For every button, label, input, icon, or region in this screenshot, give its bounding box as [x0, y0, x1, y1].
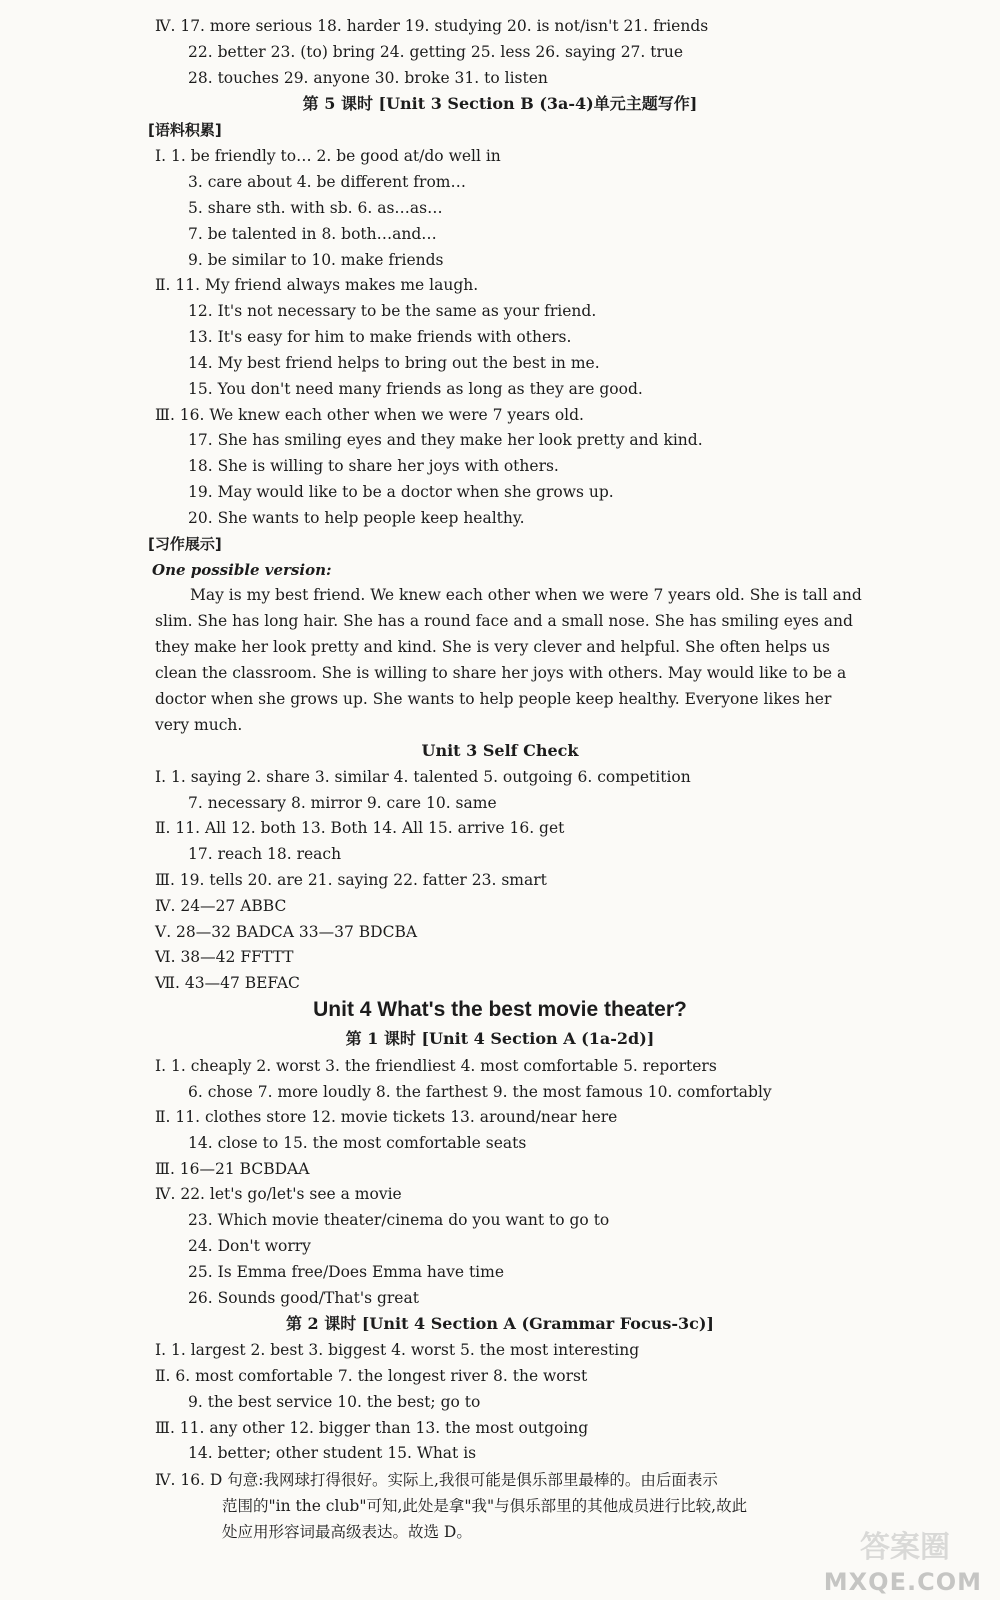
- answer-line: Ⅰ. 1. saying 2. share 3. similar 4. talented 5. outgoing 6. competition: [155, 768, 691, 786]
- watermark-logo: 答案圈: [860, 1530, 950, 1565]
- answer-line: Ⅳ. 17. more serious 18. harder 19. studying 20. is not/isn't 21. friends: [155, 17, 709, 35]
- unit-title: Unit 4 What's the best movie theater?: [313, 998, 687, 1021]
- lesson-heading: 第 5 课时 [Unit 3 Section B (3a-4)单元主题写作]: [302, 94, 698, 113]
- answer-line: 14. close to 15. the most comfortable seats: [188, 1134, 527, 1152]
- answer-line: 6. chose 7. more loudly 8. the farthest 9. the most famous 10. comfortably: [188, 1083, 772, 1101]
- answer-line: Ⅰ. 1. cheaply 2. worst 3. the friendliest 4. most comfortable 5. reporters: [155, 1057, 717, 1075]
- answer-line: 20. She wants to help people keep healthy.: [188, 509, 525, 527]
- answer-line: Ⅴ. 28—32 BADCA 33—37 BDCBA: [155, 923, 418, 941]
- answer-line: Ⅲ. 16—21 BCBDAA: [155, 1160, 310, 1178]
- answer-line: 17. She has smiling eyes and they make her look pretty and kind.: [188, 431, 703, 449]
- answer-line: Ⅲ. 11. any other 12. bigger than 13. the most outgoing: [155, 1419, 589, 1437]
- answer-line: Ⅶ. 43—47 BEFAC: [155, 974, 300, 992]
- answer-line: Ⅱ. 6. most comfortable 7. the longest river 8. the worst: [155, 1367, 588, 1385]
- answer-line: 9. be similar to 10. make friends: [188, 251, 444, 269]
- answer-line: 23. Which movie theater/cinema do you want to go to: [188, 1211, 610, 1229]
- lesson-heading: 第 1 课时 [Unit 4 Section A (1a-2d)]: [345, 1029, 655, 1048]
- answer-line: 7. be talented in 8. both…and…: [188, 225, 437, 243]
- answer-line: 28. touches 29. anyone 30. broke 31. to listen: [188, 69, 548, 87]
- answer-line: 24. Don't worry: [188, 1237, 311, 1255]
- answer-line: Ⅳ. 16. D 句意:我网球打得很好。实际上,我很可能是俱乐部里最棒的。由后面表示: [155, 1471, 718, 1489]
- answer-line: Ⅵ. 38—42 FFTTT: [155, 948, 294, 966]
- answer-line: 范围的"in the club"可知,此处是拿"我"与俱乐部里的其他成员进行比较,故此: [222, 1497, 748, 1515]
- answer-line: Ⅲ. 19. tells 20. are 21. saying 22. fatter 23. smart: [155, 871, 547, 889]
- lesson-heading: 第 2 课时 [Unit 4 Section A (Grammar Focus-3c)]: [285, 1314, 714, 1333]
- essay-line: they make her look pretty and kind. She is very clever and helpful. She often helps us: [155, 638, 830, 656]
- answer-line: Ⅳ. 22. let's go/let's see a movie: [155, 1185, 402, 1203]
- essay-line: slim. She has long hair. She has a round face and a small nose. She has smiling eyes and: [155, 612, 853, 630]
- answer-line: Ⅱ. 11. All 12. both 13. Both 14. All 15. arrive 16. get: [155, 819, 565, 837]
- answer-line: 26. Sounds good/That's great: [188, 1289, 419, 1307]
- answer-line: 5. share sth. with sb. 6. as…as…: [188, 199, 443, 217]
- answer-line: 7. necessary 8. mirror 9. care 10. same: [188, 794, 497, 812]
- essay-line: doctor when she grows up. She wants to help people keep healthy. Everyone likes her: [155, 690, 832, 708]
- answer-line: 15. You don't need many friends as long as they are good.: [188, 380, 643, 398]
- answer-line: Ⅱ. 11. My friend always makes me laugh.: [155, 276, 479, 294]
- answer-line: 12. It's not necessary to be the same as your friend.: [188, 302, 597, 320]
- answer-line: 3. care about 4. be different from…: [188, 173, 466, 191]
- answer-line: 22. better 23. (to) bring 24. getting 25. less 26. saying 27. true: [188, 43, 684, 61]
- answer-line: 处应用形容词最高级表达。故选 D。: [222, 1523, 472, 1541]
- selfcheck-heading: Unit 3 Self Check: [421, 741, 579, 760]
- answer-line: Ⅲ. 16. We knew each other when we were 7 years old.: [155, 406, 584, 424]
- essay-line: May is my best friend. We knew each other when we were 7 years old. She is tall and: [190, 586, 862, 604]
- answer-line: Ⅰ. 1. be friendly to… 2. be good at/do well in: [155, 147, 501, 165]
- essay-line: very much.: [155, 716, 243, 734]
- answer-line: 14. My best friend helps to bring out the best in me.: [188, 354, 600, 372]
- answer-line: Ⅳ. 24—27 ABBC: [155, 897, 287, 915]
- answer-line: 25. Is Emma free/Does Emma have time: [188, 1263, 505, 1281]
- answer-line: 17. reach 18. reach: [188, 845, 342, 863]
- section-tag: [习作展示]: [148, 535, 222, 553]
- answer-line: 13. It's easy for him to make friends with others.: [188, 328, 572, 346]
- answer-line: 19. May would like to be a doctor when she grows up.: [188, 483, 614, 501]
- answer-line: 9. the best service 10. the best; go to: [188, 1393, 481, 1411]
- answer-line: Ⅰ. 1. largest 2. best 3. biggest 4. worst 5. the most interesting: [155, 1341, 640, 1359]
- section-tag: [语料积累]: [148, 121, 222, 139]
- answer-line: Ⅱ. 11. clothes store 12. movie tickets 13. around/near here: [155, 1108, 618, 1126]
- answer-line: 14. better; other student 15. What is: [188, 1444, 477, 1462]
- version-label: One possible version:: [152, 561, 332, 579]
- sample-essay: [155, 582, 862, 738]
- answer-line: 18. She is willing to share her joys with others.: [188, 457, 559, 475]
- watermark-url: MXQE.COM: [823, 1568, 982, 1596]
- essay-line: clean the classroom. She is willing to share her joys with others. May would like to be a: [155, 664, 847, 682]
